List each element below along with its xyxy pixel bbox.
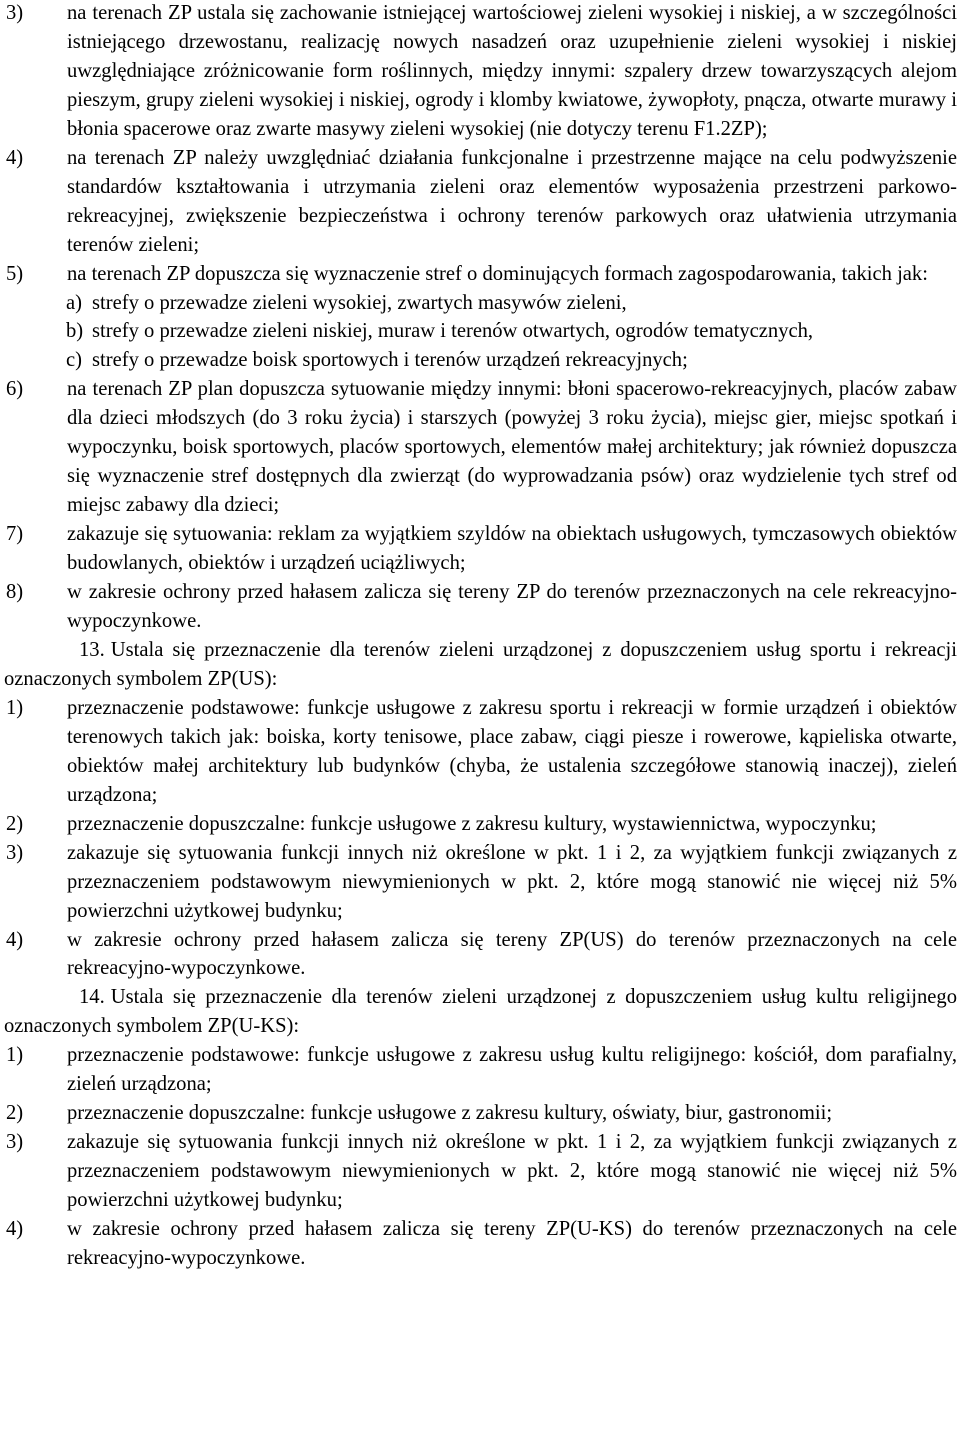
item-number: 8) [6,581,24,604]
item-number: 1) [6,696,24,719]
section-13-item-1 [0,694,957,810]
item-text: zakazuje się sytuowania funkcji innych niż określone w pkt. 1 i 2, za wyjątkiem funkcji związanych z przeznaczeniem podstawowym niewymienionych w pkt. 2, które mogą stanowić nie więcej niż 5% powierzchni użytkowej budynku; [67,841,957,922]
sub-item-text: strefy o przewadze boisk sportowych i terenów urządzeń rekreacyjnych; [92,349,688,372]
item-text: w zakresie ochrony przed hałasem zalicza się tereny ZP(US) do terenów przeznaczonych na cele rekreacyjno-wypoczynkowe. [67,928,957,980]
sub-item-text: strefy o przewadze zieleni wysokiej, zwartych masywów zieleni, [92,291,627,314]
section-number: 13. [79,638,105,661]
item-number: 3) [6,841,24,864]
item-number: 4) [6,146,24,169]
sub-item-b [0,317,957,346]
sub-item-letter: c) [66,349,82,372]
item-text: na terenach ZP należy uwzględniać działania funkcjonalne i przestrzenne mające na celu podwyższenie standardów kształtowania i utrzymania zieleni oraz elementów wyposażenia przestrzeni parkowo-rekreacyjnej, zwiększenie bezpieczeństwa i ochrony terenów parkowych oraz ułatwienia utrzymania terenów zieleni; [67,146,957,256]
item-text: na terenach ZP ustala się zachowanie istniejącej wartościowej zieleni wysokiej i niskiej, a w szczególności istniejącego drzewostanu, realizację nowych nasadzeń oraz uzupełnienie zieleni wysokiej i niskiej uwzględniające zróżnicowanie form roślinnych, między innymi: szpalery drzew towarzyszących alejom pieszym, grupy zieleni wysokiej i niskiej, ogrody i klomby kwiatowe, żywopłoty, pnącza, otwarte murawy i błonia spacerowe oraz zwarte masywy zieleni wysokiej (nie dotyczy terenu F1.2ZP); [67,2,957,140]
sub-item-letter: b) [66,320,84,343]
item-number: 5) [6,262,24,285]
item-number: 2) [6,1102,24,1125]
item-text: na terenach ZP plan dopuszcza sytuowanie między innymi: błoni spacerowo-rekreacyjnych, placów zabaw dla dzieci młodszych (do 3 roku życia) i starszych (powyżej 3 roku życia), miejsc gier, miejsc spotkań i wypoczynku, boisk sportowych, placów sportowych, elementów małej architektury; jak również dopuszcza się wyznaczenie stref dostępnych dla zwierząt (do wyprowadzania psów) oraz wydzielenie tych stref od miejsc zabawy dla dzieci; [67,378,957,517]
item-text: zakazuje się sytuowania funkcji innych niż określone w pkt. 1 i 2, za wyjątkiem funkcji związanych z przeznaczeniem podstawowym niewymienionych w pkt. 2, które mogą stanowić nie więcej niż 5% powierzchni użytkowej budynku; [67,1131,957,1212]
item-text: przeznaczenie dopuszczalne: funkcje usługowe z zakresu kultury, oświaty, biur, gastronomii; [67,1102,833,1125]
list-item-7 [0,520,957,578]
item-number: 2) [6,812,24,835]
item-number: 1) [6,1044,24,1067]
list-item-5 [0,260,957,289]
section-13-item-3 [0,839,957,926]
item-text: przeznaczenie dopuszczalne: funkcje usługowe z zakresu kultury, wystawiennictwa, wypoczynku; [67,812,877,835]
item-number: 7) [6,523,24,546]
list-item-4 [0,144,957,260]
sub-item-a [0,289,957,318]
item-number: 4) [6,1218,24,1241]
item-number: 3) [6,2,24,24]
sub-item-letter: a) [66,291,82,314]
section-13-paragraph [0,636,957,694]
item-text: przeznaczenie podstawowe: funkcje usługowe z zakresu sportu i rekreacji w formie urządzeń i obiektów terenowych takich jak: boiska, korty tenisowe, place zabaw, ciągi piesze i rowerowe, kąpieliska otwarte, obiektów małej architektury lub budynków (chyba, że ustalenia szczegółowe stanowią inaczej), zieleń urządzona; [67,696,957,806]
section-text: Ustala się przeznaczenie dla terenów zieleni urządzonej z dopuszczeniem usług kultu religijnego oznaczonych symbolem ZP(U-KS): [4,986,957,1038]
section-14-item-1 [0,1041,957,1099]
list-item-6 [0,375,957,520]
list-item-8 [0,578,957,636]
item-number: 6) [6,378,24,401]
item-number: 3) [6,1131,24,1154]
section-14-item-4 [0,1215,957,1273]
item-text: na terenach ZP dopuszcza się wyznaczenie stref o dominujących formach zagospodarowania, takich jak: [67,262,928,285]
section-13-item-2 [0,810,957,839]
item-text: w zakresie ochrony przed hałasem zalicza się tereny ZP do terenów przeznaczonych na cele rekreacyjno-wypoczynkowe. [67,581,957,633]
section-13-item-4 [0,926,957,984]
item-text: przeznaczenie podstawowe: funkcje usługowe z zakresu usług kultu religijnego: kościół, dom parafialny, zieleń urządzona; [67,1044,957,1096]
item-text: w zakresie ochrony przed hałasem zalicza się tereny ZP(U-KS) do terenów przeznaczonych na cele rekreacyjno-wypoczynkowe. [67,1218,957,1269]
sub-item-c [0,346,957,375]
item-text: zakazuje się sytuowania: reklam za wyjątkiem szyldów na obiektach usługowych, tymczasowych obiektów budowlanych, obiektów i urządzeń uciążliwych; [67,523,957,575]
sub-item-text: strefy o przewadze zieleni niskiej, muraw i terenów otwartych, ogrodów tematycznych, [92,320,814,343]
section-text: Ustala się przeznaczenie dla terenów zieleni urządzonej z dopuszczeniem usług sportu i rekreacji oznaczonych symbolem ZP(US): [4,638,957,690]
section-14-paragraph [0,983,957,1041]
item-number: 4) [6,928,24,951]
section-number: 14. [79,986,105,1009]
section-14-item-2 [0,1099,957,1128]
section-14-item-3 [0,1128,957,1215]
list-item-3 [0,0,957,144]
